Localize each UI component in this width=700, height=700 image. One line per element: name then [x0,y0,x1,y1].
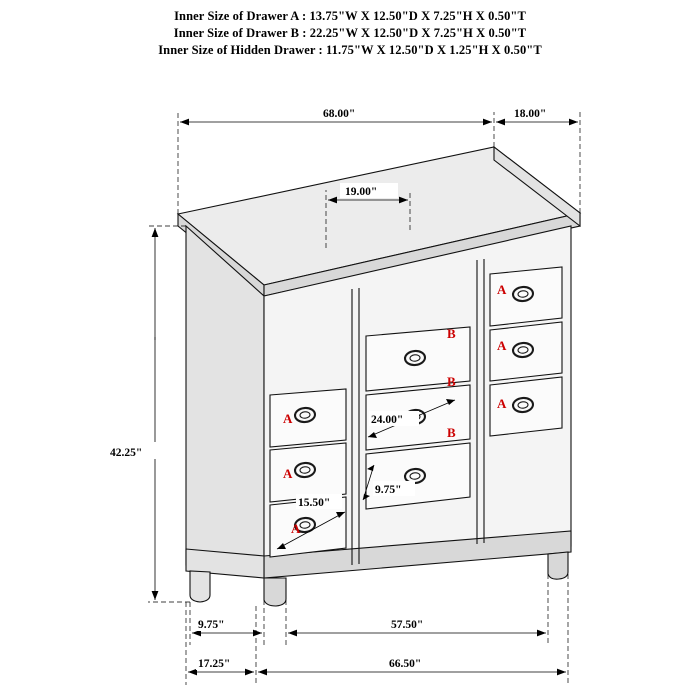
dimension-base-bottom-label: 66.50" [389,658,422,670]
dimension-base-center-label: 57.50" [391,619,424,631]
dimension-base-left2 [186,602,256,685]
spec-line-drawer-a: Inner Size of Drawer A : 13.75"W X 12.50"D X 7.25"H X 0.50"T [174,9,526,23]
foot-front-left [264,578,286,606]
dimension-base-center [286,574,548,645]
drawer-center-bottom [366,443,470,509]
dimension-drawer-b-width-label: 9.75" [375,484,402,496]
drawer-label-center-top: B [447,326,456,341]
foot-front-right [548,552,568,579]
dimension-height-left-label: 42.25" [110,447,143,459]
dimension-top-width-label: 68.00" [323,108,356,120]
dimension-base-left [190,600,264,645]
drawer-label-left-middle: A [283,466,293,481]
dimension-base-left2-label: 17.25" [198,658,231,670]
drawer-label-left-top: A [283,411,293,426]
dresser-illustration [178,147,580,606]
spec-line-hidden-drawer: Inner Size of Hidden Drawer : 11.75"W X 12.50"D X 1.25"H X 0.50"T [158,43,542,57]
dimension-top-center-label: 19.00" [345,186,378,198]
drawer-label-left-bottom: A [291,521,301,536]
drawer-label-center-bottom: B [447,425,456,440]
drawer-label-right-bottom: A [497,396,507,411]
dimension-top-right-label: 18.00" [514,108,547,120]
dimension-height-left [108,226,190,602]
dimension-drawer-a-width-label: 15.50" [298,497,331,509]
drawer-label-right-middle: A [497,338,507,353]
drawer-label-center-middle: B [447,374,456,389]
drawer-label-right-top: A [497,282,507,297]
spec-line-drawer-b: Inner Size of Drawer B : 22.25"W X 12.50"D X 7.25"H X 0.50"T [173,26,527,40]
foot-left [190,571,210,602]
dimension-base-left-label: 9.75" [198,619,225,631]
dimension-depth-center-label: 24.00" [371,414,404,426]
